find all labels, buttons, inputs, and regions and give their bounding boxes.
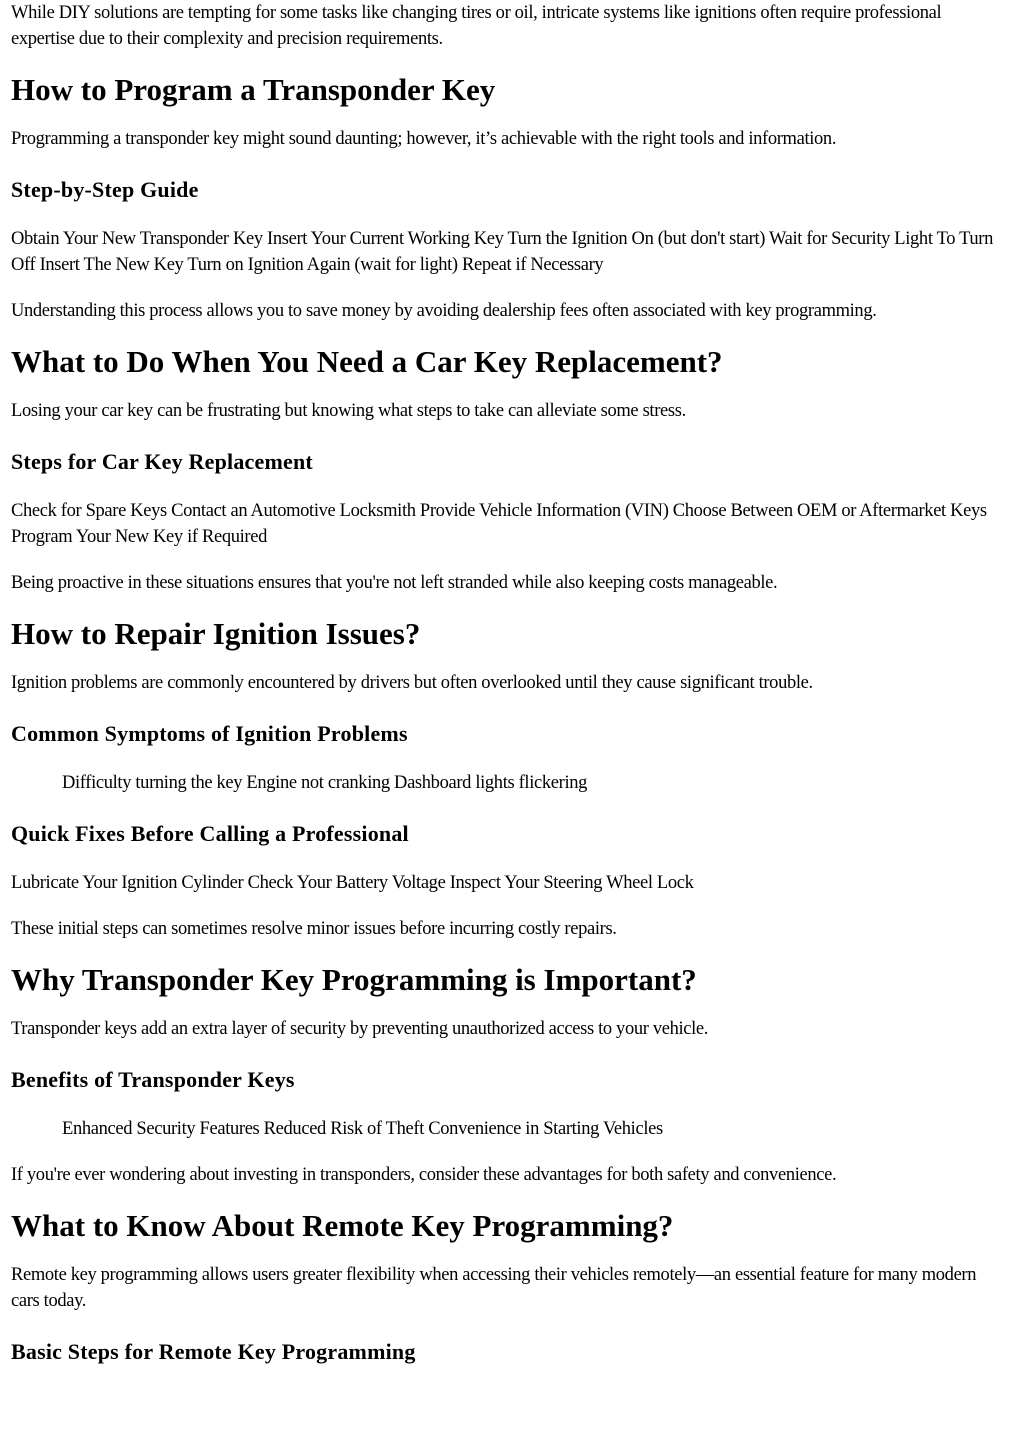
heading-repair-ignition: How to Repair Ignition Issues?	[11, 616, 421, 651]
intro-paragraph: While DIY solutions are tempting for some tasks like changing tires or oil, intricate systems like ignitions often require professional expertise due to their complexity and precision requirements.	[11, 3, 942, 49]
subheading-step-by-step-guide: Step-by-Step Guide	[11, 177, 199, 202]
heading-car-key-replacement: What to Do When You Need a Car Key Replacement?	[11, 344, 723, 379]
paragraph-ignition-intro: Ignition problems are commonly encountered by drivers but often overlooked until they cause significant trouble.	[11, 673, 813, 693]
subheading-ignition-symptoms: Common Symptoms of Ignition Problems	[11, 721, 408, 746]
paragraph-ignition-summary: These initial steps can sometimes resolve minor issues before incurring costly repairs.	[11, 919, 617, 939]
heading-why-transponder: Why Transponder Key Programming is Important?	[11, 962, 697, 997]
list-quick-fixes: Lubricate Your Ignition Cylinder Check Your Battery Voltage Inspect Your Steering Wheel Lock	[11, 873, 694, 893]
heading-program-transponder-key: How to Program a Transponder Key	[11, 72, 496, 107]
list-transponder-benefits: Enhanced Security Features Reduced Risk of Theft Convenience in Starting Vehicles	[62, 1119, 663, 1139]
paragraph-program-intro: Programming a transponder key might sound daunting; however, it’s achievable with the right tools and information.	[11, 129, 837, 149]
paragraph-replacement-intro: Losing your car key can be frustrating but knowing what steps to take can alleviate some stress.	[11, 401, 686, 421]
heading-remote-key-programming: What to Know About Remote Key Programming?	[11, 1208, 674, 1243]
paragraph-remote-intro: Remote key programming allows users greater flexibility when accessing their vehicles remotely—an essential feature for many modern cars today.	[11, 1265, 977, 1311]
subheading-quick-fixes: Quick Fixes Before Calling a Professional	[11, 821, 409, 846]
subheading-remote-steps: Basic Steps for Remote Key Programming	[11, 1339, 416, 1364]
subheading-transponder-benefits: Benefits of Transponder Keys	[11, 1067, 295, 1092]
subheading-steps-replacement: Steps for Car Key Replacement	[11, 449, 313, 474]
list-ignition-symptoms: Difficulty turning the key Engine not cranking Dashboard lights flickering	[62, 773, 588, 793]
list-replacement-steps: Check for Spare Keys Contact an Automotive Locksmith Provide Vehicle Information (VIN) Choose Between OEM or Aftermarket Keys Program Your New Key if Required	[11, 501, 987, 547]
paragraph-transponder-intro: Transponder keys add an extra layer of security by preventing unauthorized access to your vehicle.	[11, 1019, 709, 1039]
paragraph-replacement-summary: Being proactive in these situations ensures that you're not left stranded while also keeping costs manageable.	[11, 573, 778, 593]
paragraph-transponder-summary: If you're ever wondering about investing in transponders, consider these advantages for both safety and convenience.	[11, 1165, 837, 1185]
list-program-steps: Obtain Your New Transponder Key Insert Your Current Working Key Turn the Ignition On (but don't start) Wait for Security Light To Turn Off Insert The New Key Turn on Ignition Again (wait for light) Repeat if Necessary	[11, 229, 993, 275]
paragraph-program-summary: Understanding this process allows you to save money by avoiding dealership fees often associated with key programming.	[11, 301, 877, 321]
